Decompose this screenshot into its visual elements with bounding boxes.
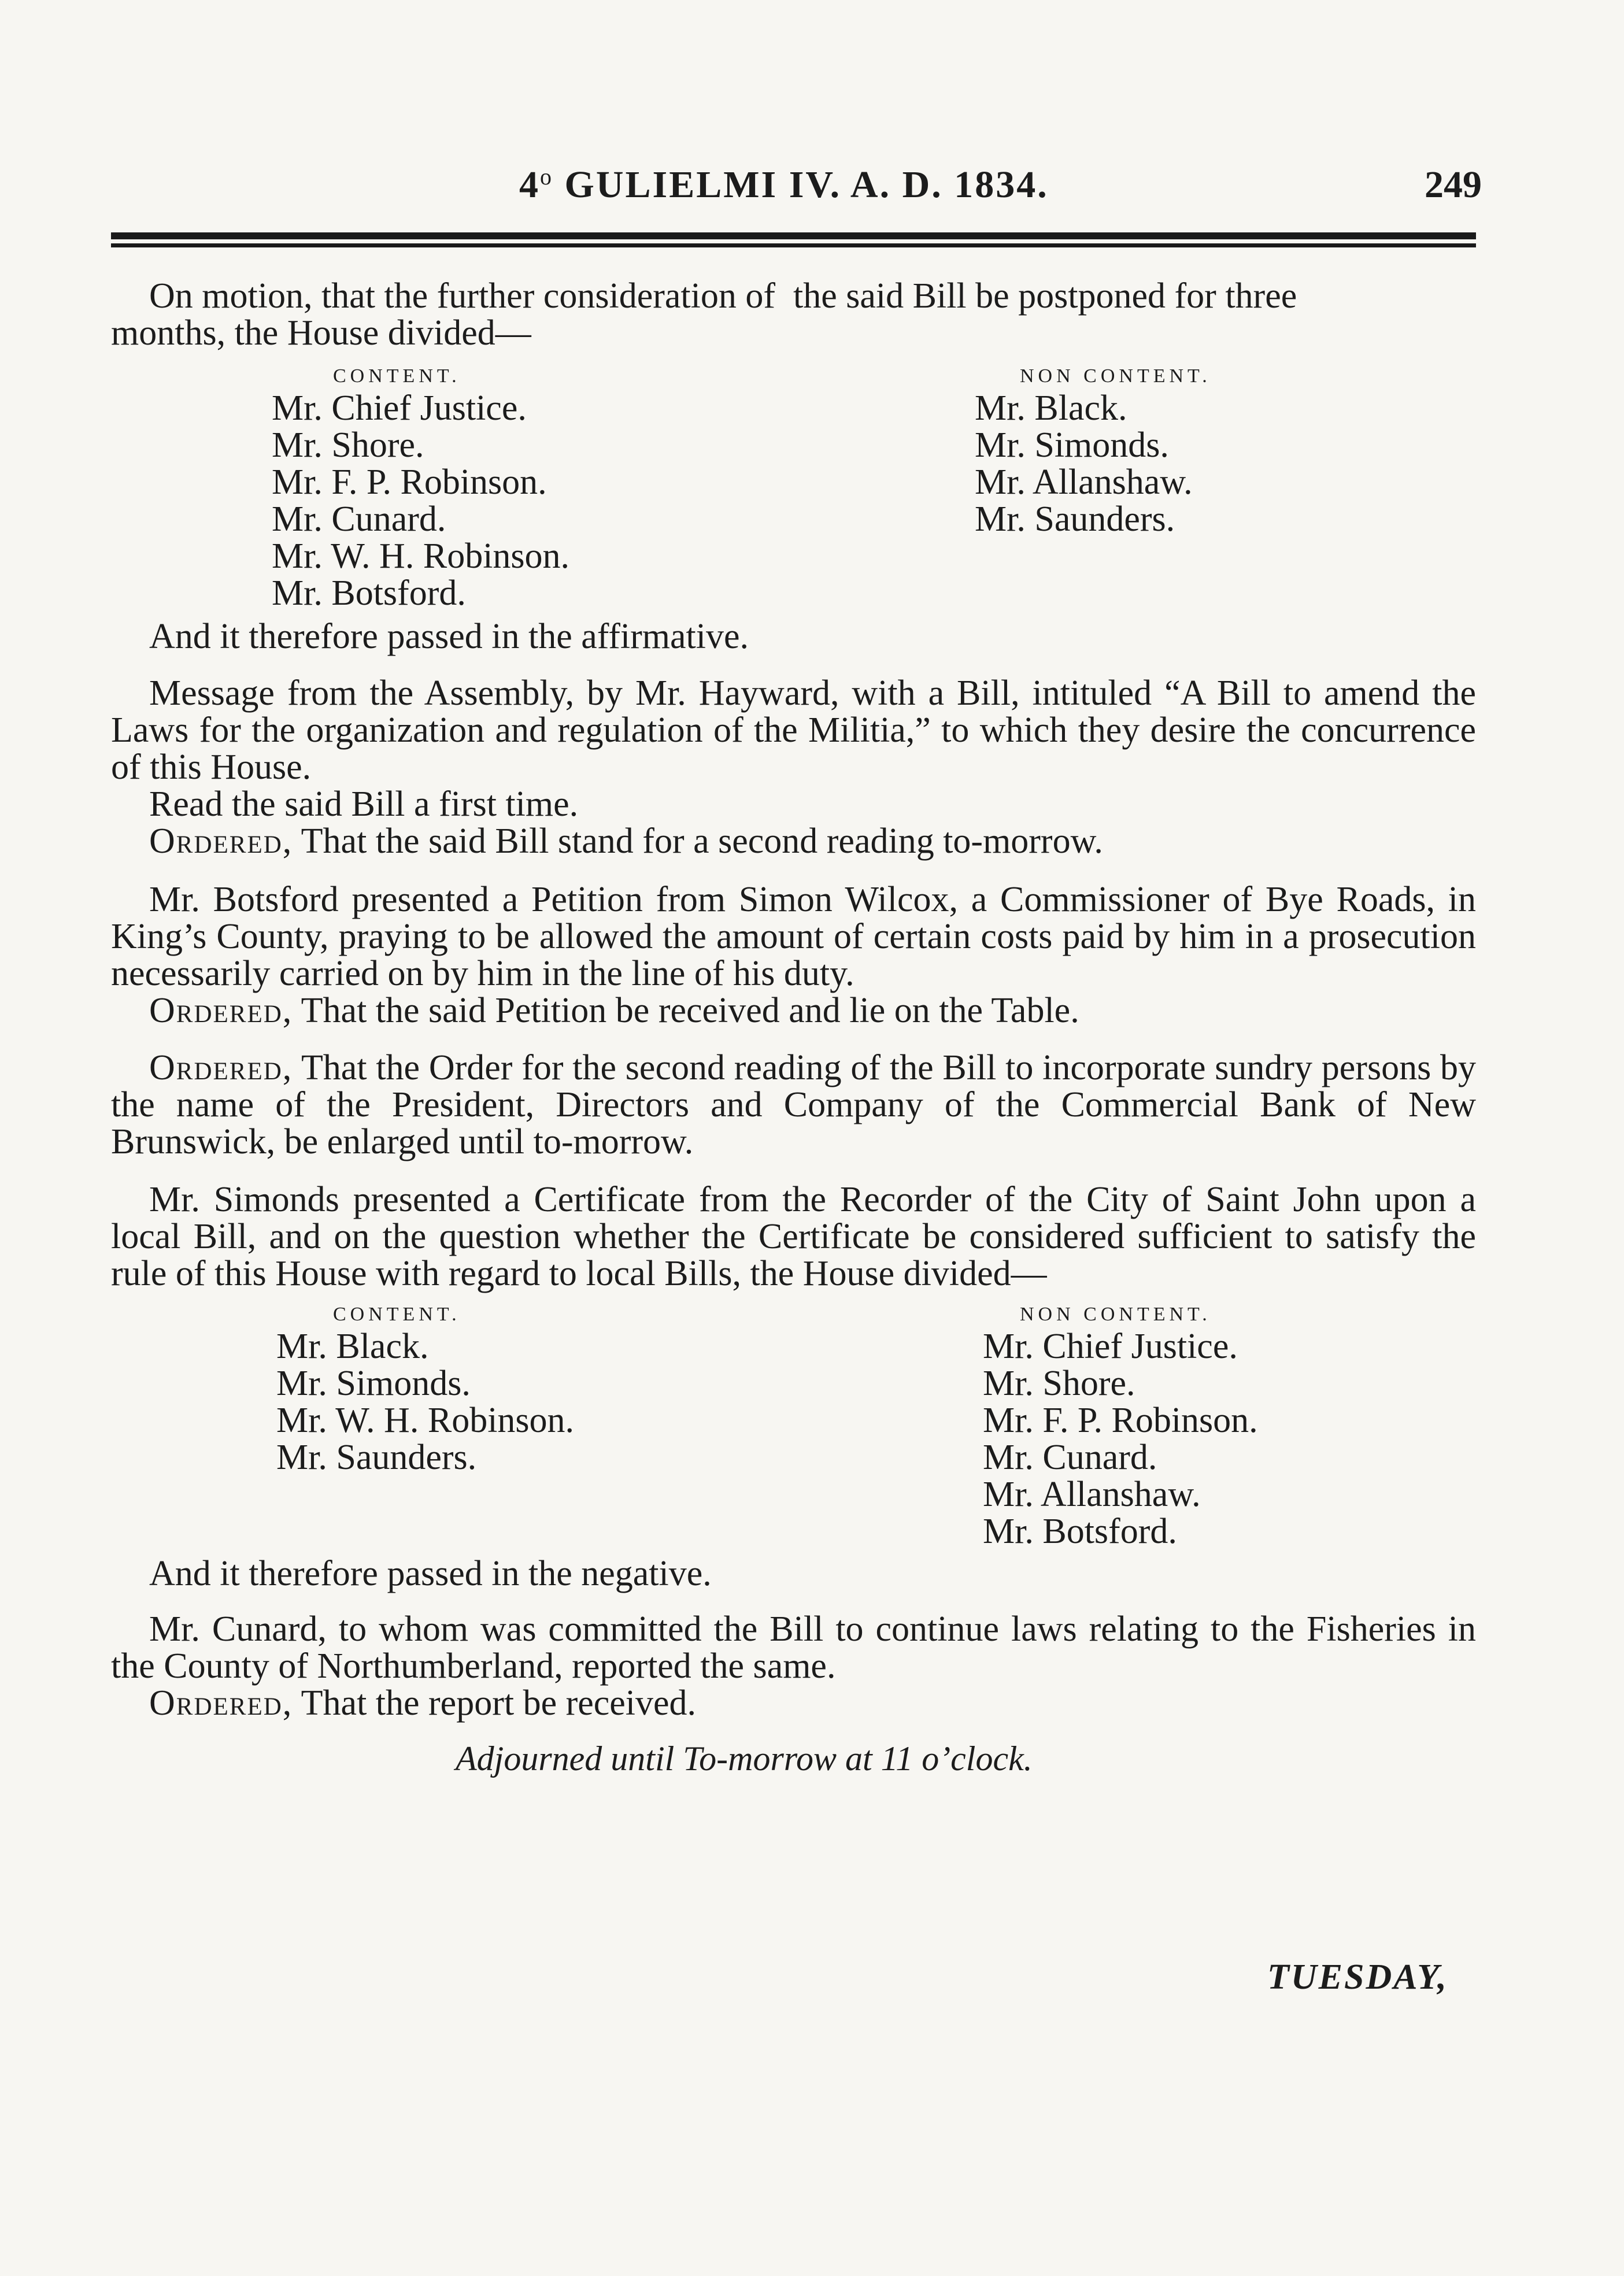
member-name: Mr. Black.	[276, 1327, 429, 1366]
division-2-result-block	[111, 1555, 1476, 1592]
petition-order	[111, 992, 1476, 1029]
catchword: TUESDAY,	[1267, 1957, 1448, 1997]
content-heading-2: CONTENT.	[333, 1304, 461, 1325]
member-name: Mr. Simonds.	[276, 1364, 471, 1403]
certificate-text: Mr. Simonds presented a Certificate from the Recorder of the City of Saint John upon a local Bill, and on the question whether the Certificate be considered sufficient to satisfy the rule of this House with regard to local Bills, the House divided—	[111, 1180, 1476, 1293]
petition-section	[111, 881, 1476, 1029]
ordered-label: Ordered,	[149, 1048, 293, 1087]
non-content-list-1	[975, 390, 1193, 538]
ordered-label: Ordered,	[149, 991, 293, 1030]
petition-text: Mr. Botsford presented a Petition from Simon Wilcox, a Commissioner of Bye Roads, in King’s County, praying to be allowed the amount of certain costs paid by him in a prosecution necessarily carried on by him in the line of his duty.	[111, 880, 1476, 993]
bank-order-text: That the Order for the second reading of the Bill to incorporate sundry persons by the name of the President, Directors and Company of the Commercial Bank of New Brunswick, be enlarged until to-morrow.	[111, 1048, 1476, 1161]
non-content-heading-2: NON CONTENT.	[1020, 1304, 1211, 1325]
fisheries-order	[111, 1685, 1476, 1722]
member-name: Mr. F. P. Robinson.	[272, 462, 547, 502]
member-name: Mr. Botsford.	[272, 573, 466, 613]
member-name: Mr. Cunard.	[983, 1438, 1157, 1477]
member-name: Mr. Saunders.	[276, 1438, 477, 1477]
division-1-motion	[111, 277, 1476, 351]
member-name: Mr. Botsford.	[983, 1512, 1177, 1551]
first-reading: Read the said Bill a first time.	[149, 784, 579, 824]
fisheries-text: Mr. Cunard, to whom was committed the Bill to continue laws relating to the Fisheries in the County of Northumberland, reported the same.	[111, 1609, 1476, 1686]
militia-order	[111, 823, 1476, 860]
member-name: Mr. Saunders.	[975, 499, 1175, 539]
header-rule-thin	[111, 243, 1476, 247]
militia-bill-section	[111, 675, 1476, 860]
militia-message: Message from the Assembly, by Mr. Hayward, with a Bill, intituled “A Bill to amend the Laws for the organization and regulation of the Militia,” to which they desire the concurrence of this House.	[111, 673, 1476, 787]
member-name: Mr. W. H. Robinson.	[276, 1401, 575, 1440]
division-2-motion	[111, 1181, 1476, 1292]
division-1-result: And it therefore passed in the affirmative.	[149, 617, 749, 656]
ordered-label: Ordered,	[149, 821, 293, 861]
member-name: Mr. Allanshaw.	[975, 462, 1193, 502]
non-content-list-2	[983, 1328, 1258, 1550]
bank-order-section	[111, 1049, 1476, 1160]
division-2-result: And it therefore passed in the negative.	[149, 1554, 712, 1593]
regnal-year: 4	[519, 164, 540, 206]
member-name: Mr. Chief Justice.	[272, 388, 527, 428]
page-number: 249	[1425, 164, 1482, 206]
non-content-heading-1: NON CONTENT.	[1020, 365, 1211, 387]
member-name: Mr. Chief Justice.	[983, 1327, 1238, 1366]
regnal-degree: o	[540, 164, 553, 190]
member-name: Mr. Black.	[975, 388, 1127, 428]
member-name: Mr. W. H. Robinson.	[272, 536, 570, 576]
member-name: Mr. Shore.	[272, 425, 424, 465]
member-name: Mr. Allanshaw.	[983, 1475, 1201, 1514]
member-name: Mr. F. P. Robinson.	[983, 1401, 1258, 1440]
header-rule-thick	[111, 232, 1476, 239]
content-list-1	[272, 390, 569, 612]
fisheries-order-text: That the report be received.	[301, 1683, 697, 1723]
member-name: Mr. Shore.	[983, 1364, 1135, 1403]
militia-order-text: That the said Bill stand for a second reading to-morrow.	[301, 821, 1103, 861]
running-head	[519, 163, 1049, 207]
division-1-result-block	[111, 618, 1476, 655]
member-name: Mr. Cunard.	[272, 499, 446, 539]
adjournment: Adjourned until To-morrow at 11 o’clock.	[456, 1740, 1033, 1778]
bank-order	[111, 1049, 1476, 1160]
content-heading-1: CONTENT.	[333, 365, 461, 387]
page-title: GULIELMI IV. A. D. 1834.	[564, 164, 1049, 206]
content-list-2	[276, 1328, 574, 1476]
petition-order-text: That the said Petition be received and lie on the Table.	[301, 991, 1079, 1030]
member-name: Mr. Simonds.	[975, 425, 1169, 465]
ordered-label: Ordered,	[149, 1683, 293, 1723]
motion-line-1: On motion, that the further consideration of the said Bill be postponed for three	[149, 276, 1297, 316]
fisheries-section	[111, 1611, 1476, 1722]
motion-line-2: months, the House divided—	[111, 313, 531, 353]
